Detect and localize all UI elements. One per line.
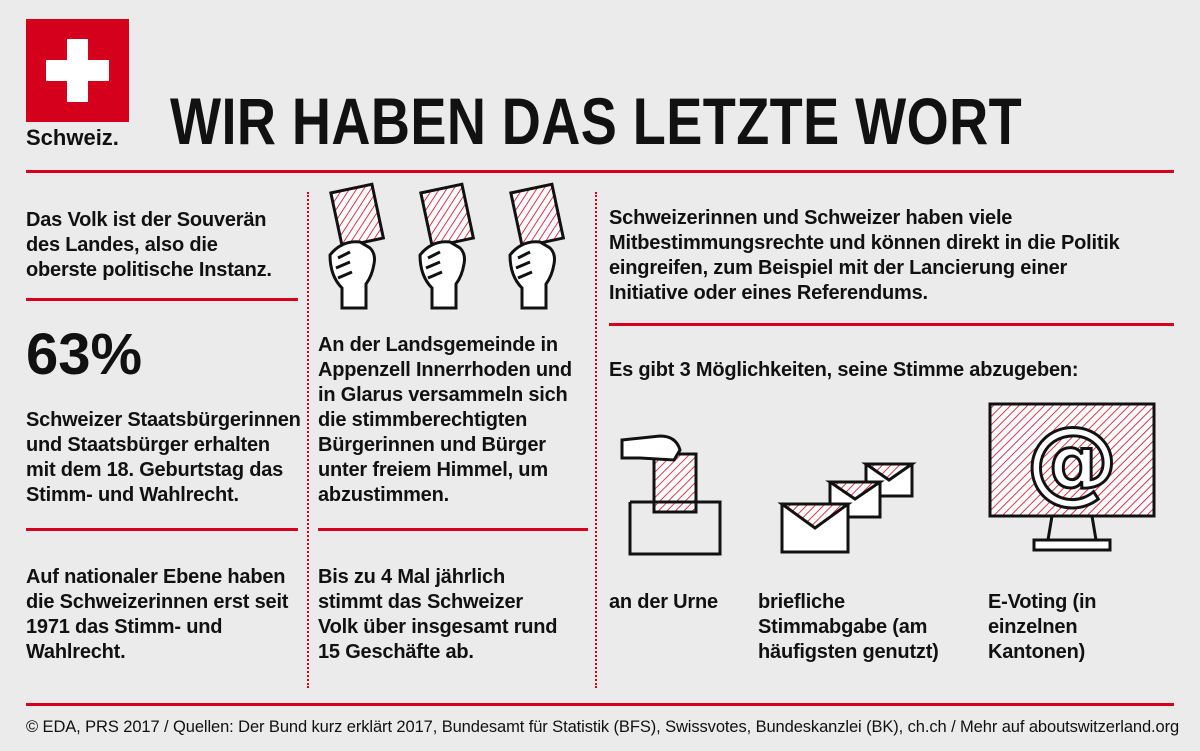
divider <box>318 528 588 531</box>
footer-divider <box>26 703 1174 706</box>
landsgemeinde-text: An der Landsgemeinde in Appenzell Innerrhoden und in Glarus versammeln sich die stimmberechtigten Bürgerinnen und Bürger unter freiem Himmel, um abzustimmen. <box>318 334 572 506</box>
header-divider <box>26 170 1174 173</box>
ballot-box-icon <box>620 430 730 560</box>
suffrage-history-text: Auf nationaler Ebene haben die Schweizerinnen erst seit 1971 das Stimm- und Wahlrecht. <box>26 566 289 663</box>
participation-rights-text: Schweizerinnen und Schweizer haben viele Mitbestimmungsrechte und können direkt in die Politik eingreifen, zum Beispiel mit der Lancierung einer Initiative oder eines Referendums. <box>609 207 1120 304</box>
divider <box>26 298 298 301</box>
method-label-evoting: E-Voting (in einzelnen Kantonen) <box>988 591 1097 663</box>
method-label-postal: briefliche Stimmabgabe (am häufigsten genutzt) <box>758 591 939 663</box>
page-title: WIR HABEN DAS LETZTE WORT <box>170 84 1023 158</box>
column-separator <box>595 192 597 688</box>
swiss-flag-logo <box>26 19 129 122</box>
column-separator <box>307 192 309 688</box>
computer-at-icon <box>988 402 1158 554</box>
envelopes-icon <box>780 462 920 557</box>
brand-name: Schweiz. <box>26 125 119 150</box>
footer-credits: © EDA, PRS 2017 / Quellen: Der Bund kurz erklärt 2017, Bundesamt für Statistik (BFS), Swissvotes, Bundeskanzlei (BK), ch.ch / Mehr auf aboutswitzerland.org <box>26 718 1180 736</box>
sovereign-text: Das Volk ist der Souverän des Landes, also die oberste politische Instanz. <box>26 209 272 281</box>
stat-value: 63% <box>26 322 143 387</box>
method-label-ballot-box: an der Urne <box>609 591 718 613</box>
svg-text:@: @ <box>1026 407 1118 514</box>
voting-frequency-text: Bis zu 4 Mal jährlich stimmt das Schweizer Volk über insgesamt rund 15 Geschäfte ab. <box>318 566 558 663</box>
raised-hands-icon <box>320 180 590 320</box>
stat-description: Schweizer Staatsbürgerinnen und Staatsbürger erhalten mit dem 18. Geburtstag das Stimm- und Wahlrecht. <box>26 409 301 506</box>
divider <box>609 323 1174 326</box>
voting-methods-heading: Es gibt 3 Möglichkeiten, seine Stimme abzugeben: <box>609 359 1079 381</box>
divider <box>26 528 298 531</box>
